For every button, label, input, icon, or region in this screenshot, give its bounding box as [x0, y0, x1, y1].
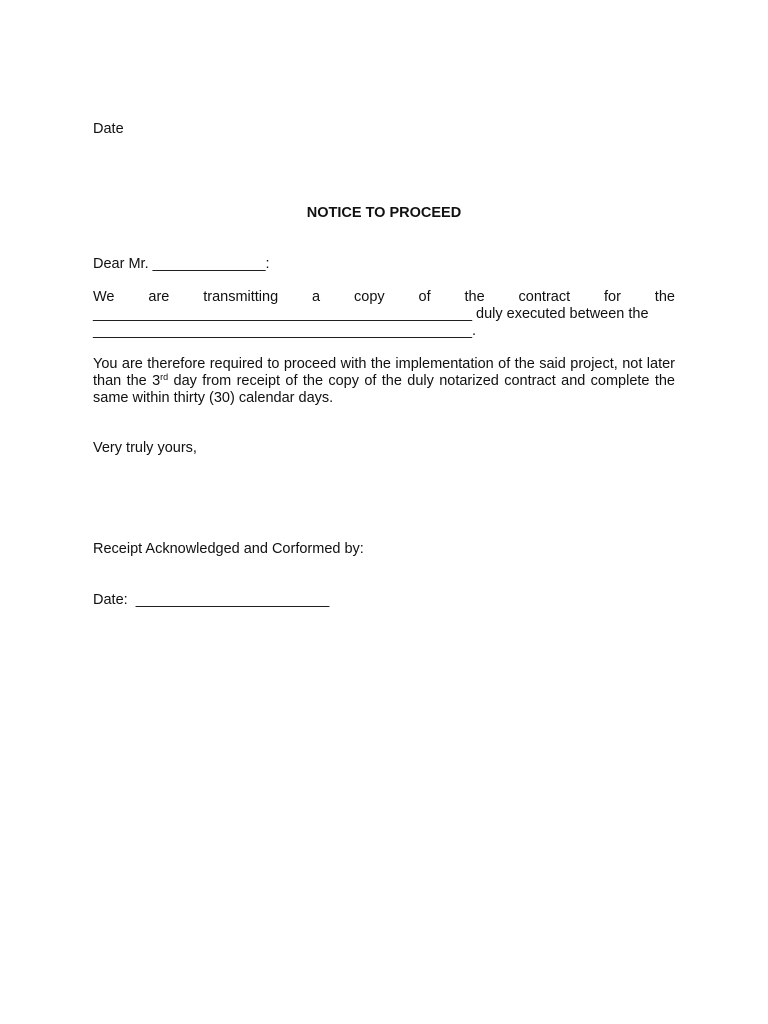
word: are — [148, 289, 170, 305]
ordinal-superscript: rd — [160, 372, 169, 382]
word: contract — [518, 289, 571, 305]
transmittal-line-3: _______________________________________________. — [93, 323, 477, 339]
instruction-text-start: You are therefore required to proceed with the implementation of the said project, not later than the 3 — [93, 356, 675, 389]
transmittal-paragraph — [93, 289, 675, 340]
word: a — [312, 289, 321, 305]
word: transmitting — [203, 289, 279, 305]
transmittal-line-1 — [93, 289, 675, 306]
date-label: Date — [93, 121, 124, 137]
salutation: Dear Mr. ______________: — [93, 256, 270, 272]
instruction-text-end: day from receipt of the copy of the duly notarized contract and complete the same within thirty (30) calendar days. — [93, 373, 675, 406]
word: for — [604, 289, 621, 305]
transmittal-line-2: _______________________________________________ duly executed between the — [93, 306, 649, 322]
document-title: NOTICE TO PROCEED — [306, 205, 462, 221]
word: the — [654, 289, 675, 305]
word: of — [418, 289, 431, 305]
closing: Very truly yours, — [93, 440, 197, 456]
word: copy — [354, 289, 385, 305]
word: the — [464, 289, 485, 305]
receipt-acknowledgement: Receipt Acknowledged and Corformed by: — [93, 541, 364, 557]
date-signature-line: Date: ________________________ — [93, 592, 330, 608]
word: We — [93, 289, 115, 305]
instruction-paragraph — [93, 356, 675, 407]
